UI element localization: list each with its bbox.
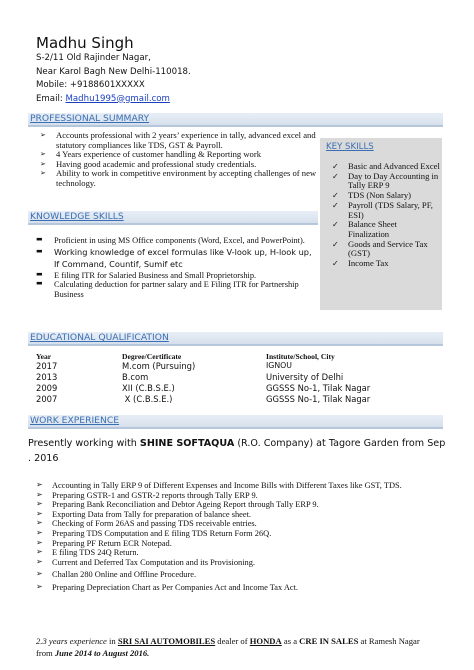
cell-degree: B.com: [122, 372, 149, 382]
bullet-icon: ➢: [40, 150, 46, 159]
arrow-bullet-icon: ➢: [36, 518, 43, 528]
cell-degree: X (C.B.S.E.): [122, 394, 173, 404]
key-skills-list: [330, 162, 440, 269]
bullet-icon: ➢: [40, 169, 46, 178]
cell-year: 2009: [36, 383, 58, 393]
list-item: ➢ Accounting in Tally ERP 9 of Different Expenses and Income Bills with Different Taxes like GST, TDS.: [36, 480, 402, 490]
list-item: ➢ Checking of Form 26AS and passing TDS receivable entries.: [36, 518, 257, 529]
previous-experience: 2.3 years experience in SRI SAI AUTOMOBILES dealer of HONDA as a CRE IN SALES at Ramesh Nagar from June 2014 to August 2016.: [36, 636, 420, 658]
section-title-knowledge: KNOWLEDGE SKILLS: [30, 211, 124, 222]
arrow-bullet-icon: ➢: [36, 537, 43, 547]
email-label: Email:: [36, 93, 66, 104]
list-item: ➢ Having good academic and professional study credentials.: [40, 158, 257, 169]
list-item: ➢ Challan 280 Online and Offline Procedure.: [36, 569, 197, 580]
address-line-2: Near Karol Bagh New Delhi-110018.: [36, 66, 191, 77]
current-job-summary: Presently working with SHINE SOFTAQUA (R.O. Company) at Tagore Garden from Sep . 2016: [28, 438, 446, 464]
list-item: ✓ Balance Sheet Finalization: [332, 219, 397, 239]
key-skills-box: [320, 138, 442, 310]
column-header: Year: [36, 352, 52, 361]
current-company: SHINE SOFTAQUA: [139, 438, 235, 449]
table-row: [36, 394, 436, 405]
list-item: ✓ Basic and Advanced Excel: [332, 161, 440, 171]
list-item: ➢ Preparing GSTR-1 and GSTR-2 reports through Tally ERP 9.: [36, 489, 258, 500]
list-item: ➢ Ability to work in competitive environment by accepting challenges of new technology.: [40, 168, 317, 188]
arrow-bullet-icon: ➢: [36, 547, 43, 557]
list-item: ✓ Goods and Service Tax (GST): [332, 238, 428, 259]
list-item: ➢ Preparing Depreciation Chart as Per Companies Act and Income Tax Act.: [36, 581, 299, 592]
cell-institute: IGNOU: [266, 361, 293, 370]
arrow-bullet-icon: ➢: [36, 480, 43, 489]
list-item: ➢ Preparing Bank Reconciliation and Debtor Ageing Report through Tally ERP 9.: [36, 499, 319, 510]
list-item: ➢ Accounts professional with 2 years’ experience in tally, advanced excel and statutory compliances like TDS, GST & Payroll.: [40, 130, 316, 150]
section-bar-knowledge: [28, 211, 318, 225]
cell-institute: GGSSS No-1, Tilak Nagar: [266, 383, 371, 393]
previous-period: June 2014 to August 2016.: [54, 647, 150, 658]
email-line: [36, 93, 456, 107]
key-skills-title: KEY SKILLS: [326, 142, 374, 152]
email-link[interactable]: Madhu1995@gmail.com: [65, 93, 170, 104]
cell-year: 2013: [36, 372, 58, 382]
checkmark-icon: ✓: [332, 259, 339, 269]
bullet-icon: ➢: [40, 131, 46, 139]
summary-list: [28, 131, 323, 189]
work-duties-list: [36, 481, 436, 593]
section-bar-education: [28, 332, 443, 346]
list-item: ➢ 4 Years experience of customer handling & Reporting work: [40, 149, 262, 160]
address-line-1: S-2/11 Old Rajinder Nagar,: [36, 53, 151, 63]
cell-degree: XII (C.B.S.E.): [122, 383, 175, 393]
checkmark-icon: ✓: [332, 220, 339, 230]
list-item: ✓ Income Tax: [332, 258, 389, 269]
arrow-bullet-icon: ➢: [36, 581, 43, 591]
previous-brand: HONDA: [249, 636, 282, 646]
bullet-icon: ▬: [36, 269, 43, 278]
list-item: ✓ Day to Day Accounting in Tally ERP 9: [332, 170, 439, 191]
list-item: ✓ TDS (Non Salary): [332, 190, 412, 201]
knowledge-list: [28, 236, 318, 299]
arrow-bullet-icon: ➢: [36, 569, 43, 579]
list-item: ▬ E filing ITR for Salaried Business and Small Proprietorship.: [36, 269, 257, 280]
candidate-name: Madhu Singh: [36, 34, 134, 52]
table-row: [36, 383, 436, 394]
resume-header: [36, 34, 456, 106]
section-title-summary: PROFESSIONAL SUMMARY: [30, 113, 150, 124]
checkmark-icon: ✓: [332, 200, 339, 210]
list-item: ▬ Calculating deduction for partner salary and E Filing ITR for Partnership Business: [36, 279, 299, 299]
table-row: [36, 372, 436, 383]
arrow-bullet-icon: ➢: [36, 508, 43, 518]
list-item: ✓ Payroll (TDS Salary, PF, ESI): [332, 199, 433, 220]
previous-role: CRE IN SALES: [299, 636, 359, 646]
section-title-education: EDUCATIONAL QUALIFICATION: [30, 332, 169, 343]
checkmark-icon: ✓: [332, 162, 339, 171]
table-row: [36, 361, 436, 372]
cell-institute: GGSSS No-1, Tilak Nagar: [266, 394, 371, 404]
list-item: ➢ Current and Deferred Tax Computation and its Provisioning.: [36, 556, 256, 567]
cell-degree: M.com (Pursuing): [122, 361, 196, 371]
arrow-bullet-icon: ➢: [36, 556, 43, 566]
section-bar-summary: [28, 113, 443, 127]
bullet-icon: ➢: [40, 159, 46, 168]
checkmark-icon: ✓: [332, 239, 339, 249]
list-item: ➢ Preparing PF Return ECR Notepad.: [36, 537, 172, 548]
section-title-work: WORK EXPERIENCE: [30, 415, 120, 426]
cell-year: 2007: [36, 394, 58, 404]
list-item: ➢ Exporting Data from Tally for preparation of balance sheet.: [36, 508, 252, 519]
list-item: ▬ Proficient in using MS Office components (Word, Excel, and PowerPoint).: [36, 235, 305, 245]
mobile-number: Mobile: +9188601XXXXX: [36, 80, 145, 90]
previous-company: SRI SAI AUTOMOBILES: [117, 636, 216, 646]
checkmark-icon: ✓: [332, 171, 339, 181]
cell-institute: University of Delhi: [266, 372, 344, 382]
checkmark-icon: ✓: [332, 191, 339, 201]
bullet-icon: ▬: [36, 246, 43, 255]
arrow-bullet-icon: ➢: [36, 527, 43, 537]
list-item: ➢ Preparing TDS Computation and E filing TDS Return Form 26Q.: [36, 527, 272, 538]
arrow-bullet-icon: ➢: [36, 499, 43, 509]
list-item: ▬ Working knowledge of excel formulas like V-look up, H-look up, If Command, Countif, Sumif etc: [36, 246, 312, 270]
list-item: ➢ E filing TDS 24Q Return.: [36, 547, 139, 558]
bullet-icon: ▬: [36, 279, 43, 288]
bullet-icon: ▬: [36, 235, 43, 243]
cell-year: 2017: [36, 361, 58, 371]
column-header: Degree/Certificate: [122, 352, 182, 361]
column-header: Institute/School, City: [266, 352, 335, 361]
arrow-bullet-icon: ➢: [36, 489, 43, 499]
section-bar-work: [28, 415, 443, 429]
